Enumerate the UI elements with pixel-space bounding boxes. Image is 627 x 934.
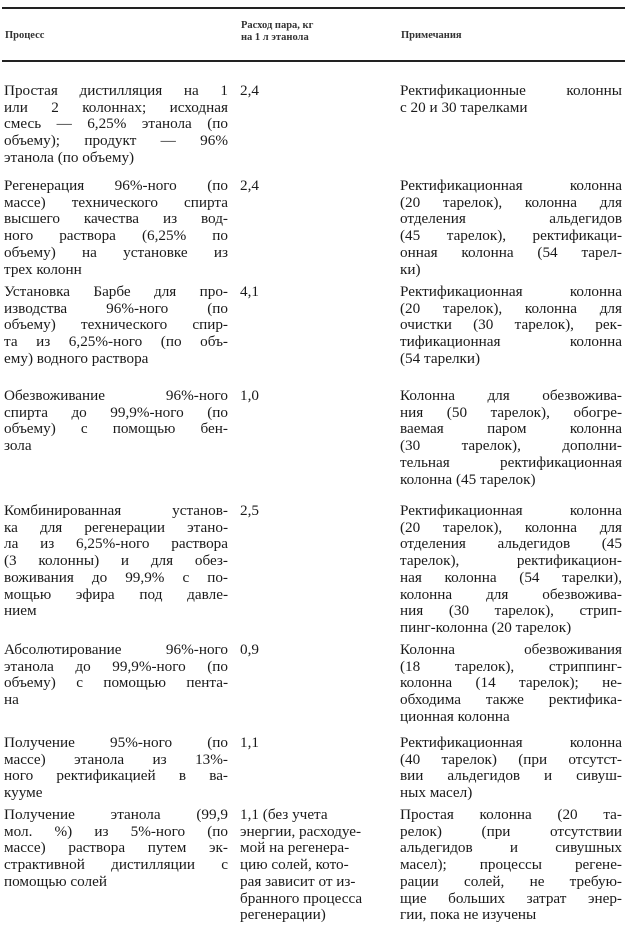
cell-line: объему) технического спир- bbox=[4, 316, 228, 334]
cell-line: объему); продукт — 96% bbox=[4, 132, 228, 150]
cell-line: 2,5 bbox=[240, 502, 259, 519]
cell-line: Колонна обезвоживания bbox=[400, 641, 622, 658]
cell-line: Комбинированная установ- bbox=[4, 502, 228, 519]
cell-line: нием bbox=[4, 602, 37, 620]
cell-line: (3 колонны) и для обез- bbox=[4, 552, 228, 570]
table-top-rule bbox=[2, 7, 625, 9]
process-cell bbox=[4, 642, 228, 709]
steam-cell bbox=[240, 284, 390, 301]
cell-line: 2,4 bbox=[240, 82, 259, 99]
cell-line: колонна для обезвожива- bbox=[400, 585, 622, 603]
cell-line: зола bbox=[4, 437, 32, 455]
cell-line: трех колонн bbox=[4, 260, 82, 278]
cell-line: (30 тарелок), дополни- bbox=[400, 437, 622, 455]
cell-line: вии альдегидов и сивуш- bbox=[400, 767, 622, 785]
cell-line: (20 тарелок), колонна для bbox=[400, 299, 622, 317]
cell-line: мол. %) из 5%-ного (по bbox=[4, 822, 228, 840]
cell-line: тарелок), ректификацион- bbox=[400, 552, 622, 570]
cell-line: 1,1 (без учета bbox=[240, 806, 328, 823]
cell-line: Абсолютирование 96%-ного bbox=[4, 641, 228, 658]
cell-line: энергии, расходуе- bbox=[240, 822, 362, 840]
cell-line: онная колонна (54 тарел- bbox=[400, 243, 622, 261]
steam-cell bbox=[240, 388, 390, 405]
cell-line: щие больших затрат энер- bbox=[400, 889, 622, 907]
cell-line: бранного процесса bbox=[240, 889, 363, 907]
cell-line: объему) с помощью пента- bbox=[4, 674, 228, 692]
cell-line: Ректификационная колонна bbox=[400, 177, 622, 194]
notes-cell bbox=[400, 284, 622, 368]
cell-line: с 20 и 30 тарелками bbox=[400, 98, 528, 116]
cell-line: пинг-колонна (20 тарелок) bbox=[400, 618, 572, 636]
cell-line: регенерации) bbox=[240, 906, 326, 924]
cell-line: ния (30 тарелок), стрип- bbox=[400, 602, 622, 620]
steam-cell bbox=[240, 807, 390, 924]
cell-line: релок) (при отсутствии bbox=[400, 822, 622, 840]
cell-line: тификационная колонна bbox=[400, 333, 622, 351]
cell-line: Колонна для обезвожива- bbox=[400, 387, 622, 404]
cell-line: ваемая паром колонна bbox=[400, 420, 622, 438]
cell-line: высшего качества из вод- bbox=[4, 210, 228, 228]
process-cell bbox=[4, 284, 228, 368]
cell-line: 2,4 bbox=[240, 177, 259, 194]
cell-line: или 2 колоннах; исходная bbox=[4, 98, 228, 116]
cell-line: ния (50 тарелок), обогре- bbox=[400, 403, 622, 421]
cell-line: альдегидов и сивушных bbox=[400, 839, 622, 857]
cell-line: ки) bbox=[400, 260, 421, 278]
process-cell bbox=[4, 83, 228, 167]
cell-line: Ректификационные колонны bbox=[400, 82, 622, 99]
cell-line: масел); процессы регене- bbox=[400, 856, 622, 874]
cell-line: Ректификационная колонна bbox=[400, 502, 622, 519]
header-steam-line: Расход пара, кг bbox=[241, 20, 314, 31]
notes-cell bbox=[400, 807, 622, 924]
cell-line: ционная колонна bbox=[400, 707, 510, 725]
cell-line: очистки (30 тарелок), рек- bbox=[400, 316, 622, 334]
cell-line: 1,0 bbox=[240, 387, 259, 404]
process-cell bbox=[4, 807, 228, 891]
cell-line: смесь — 6,25% этанола (по bbox=[4, 115, 228, 133]
cell-line: кууме bbox=[4, 784, 43, 802]
cell-line: тельная ректификационная bbox=[400, 453, 622, 471]
cell-line: Ректификационная колонна bbox=[400, 283, 622, 300]
process-cell bbox=[4, 503, 228, 620]
cell-line: (20 тарелок), колонна для bbox=[400, 518, 622, 536]
notes-cell bbox=[400, 503, 622, 637]
cell-line: гии, пока не изучены bbox=[400, 906, 537, 924]
header-notes: Примечания bbox=[401, 30, 462, 41]
steam-cell bbox=[240, 178, 390, 195]
cell-line: ная колонна (54 тарелки), bbox=[400, 568, 622, 586]
cell-line: Простая колонна (20 та- bbox=[400, 806, 622, 823]
cell-line: та из 6,25%-ного (по объ- bbox=[4, 333, 228, 351]
cell-line: 1,1 bbox=[240, 734, 259, 751]
process-cell bbox=[4, 388, 228, 455]
cell-line: на bbox=[4, 691, 19, 709]
cell-line: Получение этанола (99,9 bbox=[4, 806, 228, 823]
cell-line: цию солей, кото- bbox=[240, 856, 349, 874]
cell-line: ного раствора (6,25% по bbox=[4, 227, 228, 245]
notes-cell bbox=[400, 83, 622, 116]
cell-line: массе) раствора путем эк- bbox=[4, 839, 228, 857]
process-cell bbox=[4, 178, 228, 278]
cell-line: Обезвоживание 96%-ного bbox=[4, 387, 228, 404]
cell-line: массе) технического спирта bbox=[4, 193, 228, 211]
header-process: Процесс bbox=[5, 30, 45, 41]
cell-line: ных масел) bbox=[400, 784, 473, 802]
notes-cell bbox=[400, 642, 622, 726]
cell-line: колонна (45 тарелок) bbox=[400, 470, 536, 488]
cell-line: страктивной дистилляции с bbox=[4, 856, 228, 874]
cell-line: рая зависит от из- bbox=[240, 872, 356, 890]
cell-line: мой на регенера- bbox=[240, 839, 350, 857]
cell-line: (40 тарелок) (при отсутст- bbox=[400, 750, 622, 768]
cell-line: объему) с помощью бен- bbox=[4, 420, 228, 438]
cell-line: отделения альдегидов (45 bbox=[400, 535, 622, 553]
cell-line: объему) на установке из bbox=[4, 243, 228, 261]
cell-line: помощью солей bbox=[4, 872, 107, 890]
header-steam-line: на 1 л этанола bbox=[241, 32, 309, 43]
cell-line: ка для регенерации этано- bbox=[4, 518, 228, 536]
cell-line: Ректификационная колонна bbox=[400, 734, 622, 751]
cell-line: Установка Барбе для про- bbox=[4, 283, 228, 300]
cell-line: (20 тарелок), колонна для bbox=[400, 193, 622, 211]
steam-cell bbox=[240, 735, 390, 752]
notes-cell bbox=[400, 735, 622, 802]
steam-cell bbox=[240, 642, 390, 659]
cell-line: воживания до 99,9% с по- bbox=[4, 568, 228, 586]
cell-line: 0,9 bbox=[240, 641, 259, 658]
cell-line: колонна (14 тарелок); не- bbox=[400, 674, 622, 692]
cell-line: этанола (по объему) bbox=[4, 148, 135, 166]
cell-line: мощью эфира под давле- bbox=[4, 585, 228, 603]
cell-line: изводства 96%-ного (по bbox=[4, 299, 228, 317]
cell-line: Регенерация 96%-ного (по bbox=[4, 177, 228, 194]
cell-line: ного ректификацией в ва- bbox=[4, 767, 228, 785]
notes-cell bbox=[400, 388, 622, 488]
cell-line: 4,1 bbox=[240, 283, 259, 300]
cell-line: ла из 6,25%-ного раствора bbox=[4, 535, 228, 553]
steam-cell bbox=[240, 83, 390, 100]
header-bottom-rule bbox=[2, 60, 625, 62]
cell-line: Простая дистилляция на 1 bbox=[4, 82, 228, 99]
cell-line: рации солей, не требую- bbox=[400, 872, 622, 890]
header-steam bbox=[241, 20, 313, 44]
cell-line: этанола до 99,9%-ного (по bbox=[4, 657, 228, 675]
cell-line: спирта до 99,9%-ного (по bbox=[4, 403, 228, 421]
cell-line: ему) водного раствора bbox=[4, 349, 149, 367]
cell-line: массе) этанола из 13%- bbox=[4, 750, 228, 768]
cell-line: обходима также ректифика- bbox=[400, 691, 622, 709]
cell-line: Получение 95%-ного (по bbox=[4, 734, 228, 751]
cell-line: (45 тарелок), ректификаци- bbox=[400, 227, 622, 245]
cell-line: отделения альдегидов bbox=[400, 210, 622, 228]
notes-cell bbox=[400, 178, 622, 278]
steam-cell bbox=[240, 503, 390, 520]
cell-line: (54 тарелки) bbox=[400, 349, 481, 367]
cell-line: (18 тарелок), стриппинг- bbox=[400, 657, 622, 675]
process-cell bbox=[4, 735, 228, 802]
